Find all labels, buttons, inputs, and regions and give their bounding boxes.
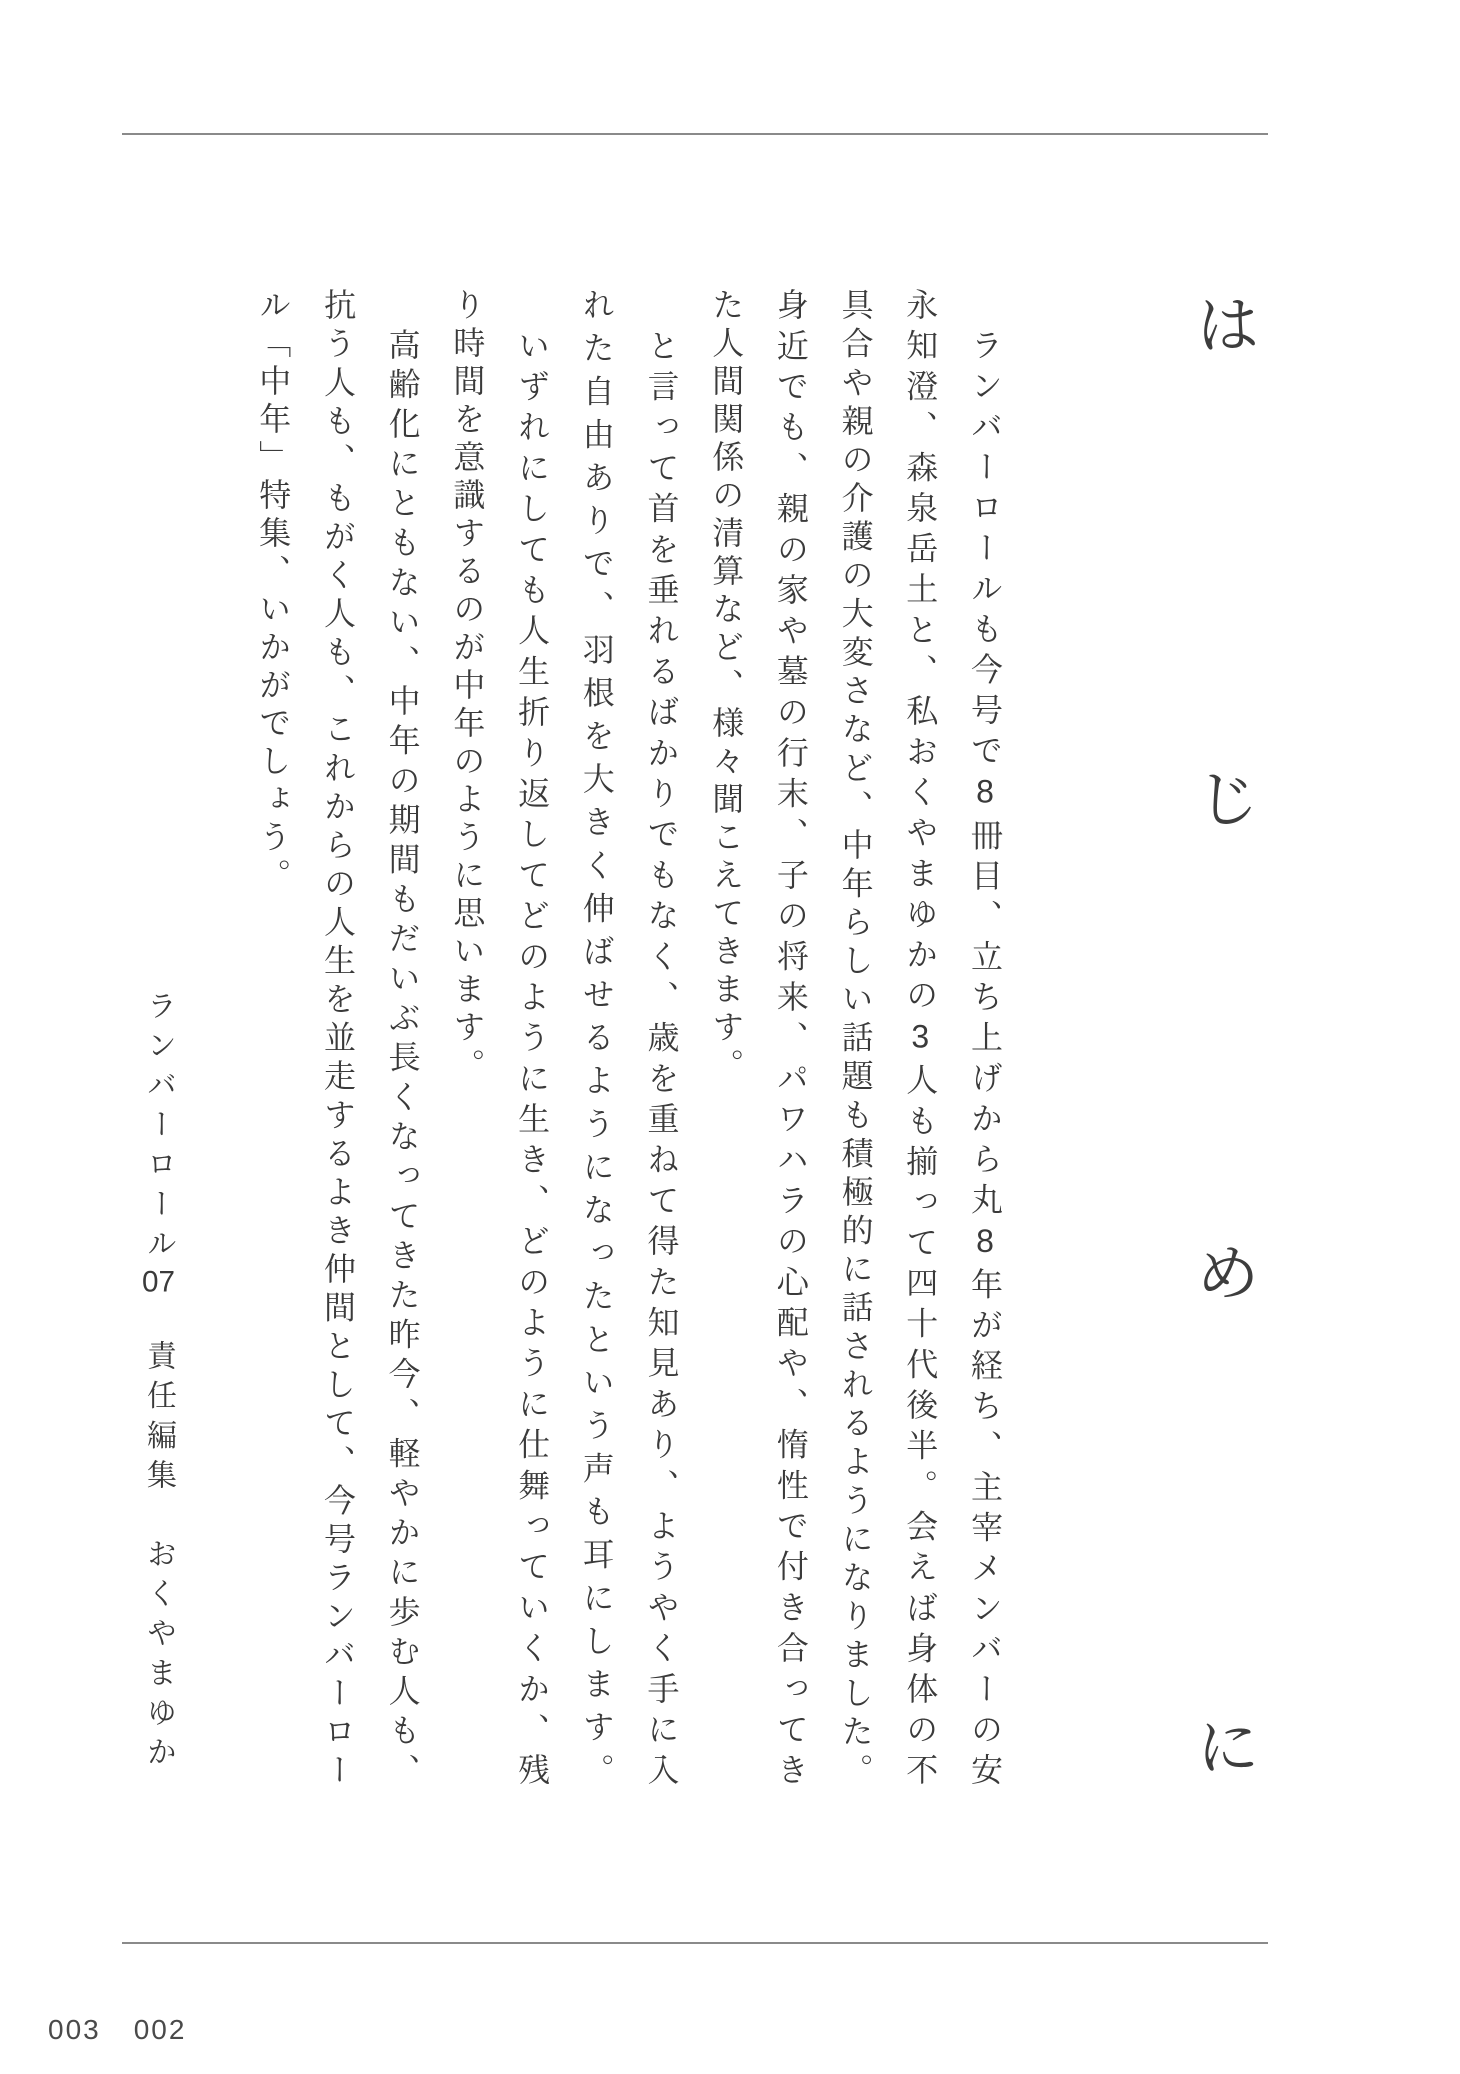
- body-line: 高齢化にともない、中年の期間もだいぶ長くなってきた昨今、軽やかに歩む人も、: [384, 288, 421, 1791]
- top-rule: [122, 133, 1268, 135]
- body-line: 抗う人も、もがく人も、これからの人生を並走するよき仲間として、今号ランバーロー: [319, 288, 356, 1791]
- body-line: いずれにしても人生折り返してどのように生き、どのように仕舞っていくか、残: [514, 288, 551, 1791]
- title-char: じ: [1196, 766, 1259, 835]
- page-number-right: 002: [133, 2014, 187, 2045]
- title-char: め: [1196, 1240, 1259, 1309]
- colophon-series: ランバーロール: [142, 990, 175, 1268]
- body-line: 永知澄、森泉岳土と、私おくやまゆかの3人も揃って四十代後半。会えば身体の不: [902, 288, 939, 1791]
- page-number-left: 003: [48, 2014, 101, 2045]
- body-line: 具合や親の介護の大変さなど、中年らしい話題も積極的に話されるようになりました。: [837, 288, 874, 1791]
- colophon-line: [138, 990, 178, 1772]
- page-title: [1192, 292, 1264, 1783]
- body-line: ランバーロールも今号で8冊目、立ち上げから丸8年が経ち、主宰メンバーの安: [967, 288, 1003, 1791]
- body-line: と言って首を垂れるばかりでもなく、歳を重ねて得た知見あり、ようやく手に入: [643, 288, 680, 1792]
- bottom-rule: [122, 1942, 1268, 1944]
- body-line: た人間関係の清算など、様々聞こえてきます。: [708, 288, 745, 1086]
- preface-body-text: [241, 288, 1017, 1791]
- title-char: に: [1196, 1714, 1259, 1783]
- colophon-issue-number: 07: [142, 1267, 175, 1298]
- body-line: ル「中年」特集、いかがでしょう。: [255, 288, 292, 896]
- colophon-credit: 責任編集 おくやまゆか: [142, 1300, 175, 1773]
- body-line: り時間を意識するのが中年のように思います。: [449, 288, 486, 1086]
- page-numbers: [48, 2014, 186, 2046]
- body-line: 身近でも、親の家や墓の行末、子の将来、パワハラの心配や、惰性で付き合ってき: [772, 288, 809, 1792]
- title-char: は: [1196, 292, 1259, 361]
- body-line: れた自由ありで、羽根を大きく伸ばせるようになったという声も耳にします。: [578, 288, 615, 1791]
